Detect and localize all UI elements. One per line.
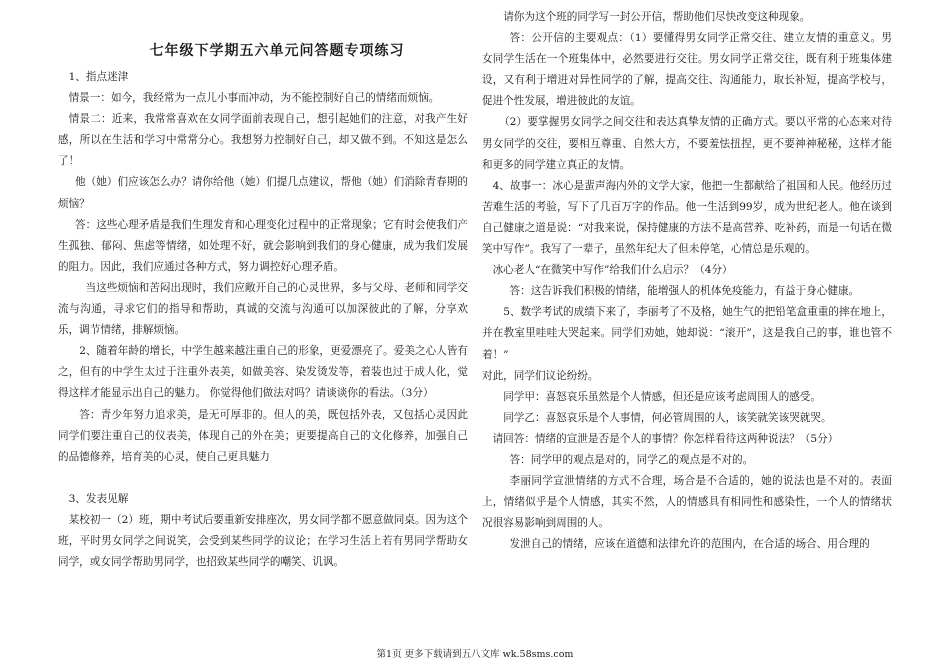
page-title: 七年级下学期五六单元问答题专项练习 bbox=[149, 43, 405, 59]
answer: 答：公开信的主要观点：（1）要懂得男女同学正常交往、建立友情的重意义。男女同学生活在一个班集体中，必然要进行交往。男女同学正常交往，既有利于班集体建设，又有利于增进对异性同学的了解，提高交往、沟通能力，取长补短，提高学校与，促进个性发展，增进彼此的友谊。 bbox=[482, 32, 892, 108]
question: 5、数学考试的成绩下来了，李丽考了不及格，她生气的把铅笔盒重重的摔在地上，并在教室里哇哇大哭起来。同学们劝她，她却说：“滚开”，这是我自己的事，谁也管不着！” bbox=[482, 306, 892, 361]
answer: 发泄自己的情绪，应该在道德和法律允许的范围内，在合适的场合、用合理的 bbox=[509, 538, 870, 551]
question: 4、故事一：冰心是蜚声海内外的文学大家，他把一生都献给了祖国和人民。他经历过苦难生活的考验，写下了几百万字的作品。他一生活到99岁，成为世纪老人。他在谈到自己健康之道是说：“对我来说，保持健康的方法不是高营养、吃补药，而是一句话在微笑中写作”。我写了一辈子，虽然年纪大了但未停笔，心情总是乐观的。 bbox=[482, 179, 892, 256]
answer: 答：同学甲的观点是对的，同学乙的观点是不对的。 bbox=[509, 453, 754, 466]
answer: 答：青少年努力追求美，是无可厚非的。但人的美，既包括外表，又包括心灵因此同学们要注重自己的仪表美，体现自己的外在美；更要提高自己的文化修养，加强自己的品德修养，培育美的心灵，使自己更具魅力 bbox=[58, 408, 468, 463]
paragraph: （2）要掌握男女同学之间交往和表达真挚友情的正确方式。要以平常的心态来对待男女同学的交往，要相互尊重、自然大方，不要羞怯扭捏，更不要神神秘秘，这样才能和更多的同学建立真正的友情。 bbox=[482, 116, 892, 171]
section-heading: 1、指点迷津 bbox=[68, 71, 129, 83]
question: 请回答：情绪的宣泄是否是个人的事情？你怎样看待这两种说法？（5分） bbox=[492, 432, 839, 445]
paragraph: 情景一：如今，我经常为一点儿小事而冲动，为不能控制好自己的情绪而烦恼。 bbox=[68, 92, 440, 105]
paragraph: 同学甲：喜怒哀乐虽然是个人情感，但还是应该考虑周围人的感受。 bbox=[503, 390, 821, 403]
paragraph: 请你为这个班的同学写一封公开信，帮助他们尽快改变这种现象。 bbox=[503, 11, 811, 23]
answer: 答：这些心理矛盾是我们生理发育和心理变化过程中的正常现象；它有时会使我们产生孤独、郁闷、焦虑等情绪，如处理不好，就会影响到我们的身心健康，成为我们发展的阻力。因此，我们应通过各种方式，努力调控好心理矛盾。 bbox=[58, 218, 468, 273]
answer: 答：这告诉我们积极的情绪，能增强人的机体免疫能力，有益于身心健康。 bbox=[509, 285, 860, 298]
right-column bbox=[482, 7, 892, 641]
section-heading: 3、发表见解 bbox=[68, 492, 129, 505]
page-footer: 第1页 更多下载请到五八文库 wk.58sms.com bbox=[376, 649, 574, 660]
question: 冰心老人“在微笑中写作”给我们什么启示？（4分） bbox=[492, 264, 733, 277]
paragraph: 情景二：近来，我常常喜欢在女同学面前表现自己，想引起她们的注意，对我产生好感，所以在生活和学习中常常分心。我想努力控制好自己，却又做不到。不知这是怎么了！ bbox=[58, 113, 468, 168]
question: 他（她）们应该怎么办？请你给他（她）们提几点建议，帮他（她）们消除青春期的烦恼？ bbox=[58, 176, 468, 210]
answer: 李丽同学宣泄情绪的方式不合理，场合是不合适的，她的说法也是不对的。表面上，情绪似乎是个人情感，其实不然，人的情感具有相同性和感染性，一个人的情绪状况很容易影响到周围的人。 bbox=[482, 475, 892, 530]
paragraph: 对此，同学们议论纷纷。 bbox=[482, 369, 599, 382]
question: 2、随着年龄的增长，中学生越来越注重自己的形象，更爱漂亮了。爱美之心人皆有之，但有的中学生太过于注重外表美，如做美容、染发烫发等，着装也过于成人化，觉得这样才能显示出自己的魅力。 你觉得他们做法对吗？请谈谈你的看法。（3分） bbox=[58, 345, 468, 400]
left-column bbox=[58, 40, 468, 641]
paragraph: 当这些烦恼和苦闷出现时，我们应敞开自己的心灵世界，多与父母、老师和同学交流与沟通，寻求它们的指导和帮助，真诚的交流与沟通可以加深彼此的了解，分享欢乐，调节情绪，排解烦恼。 bbox=[58, 281, 468, 337]
paragraph: 某校初一（2）班，期中考试后要重新安排座次，男女同学都不愿意做同桌。因为这个班，平时男女同学之间说笑，会受到某些同学的议论；在学习生活上若有男同学帮助女同学，或女同学帮助男同学，也招致某些同学的嘲笑、讥讽。 bbox=[58, 513, 468, 569]
paragraph: 同学乙：喜怒哀乐是个人事情，何必管周围的人，该笑就笑该哭就哭。 bbox=[503, 411, 832, 424]
